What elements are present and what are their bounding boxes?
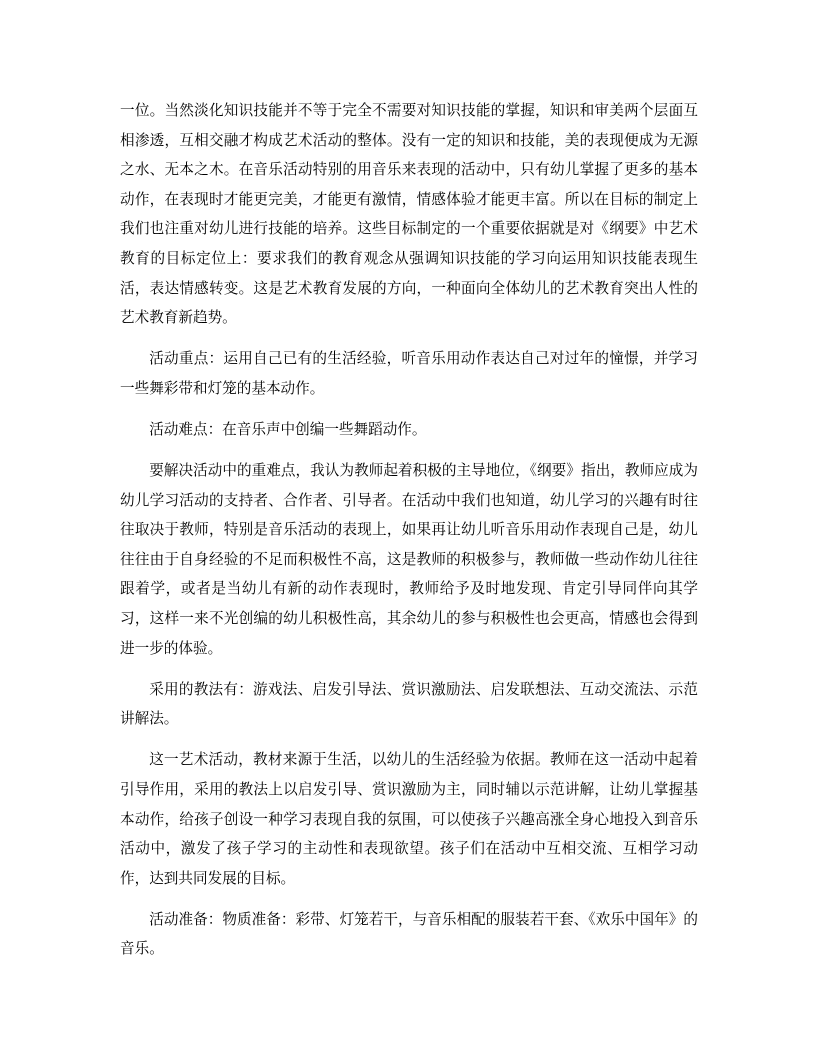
paragraph-activity-materials-source: 这一艺术活动，教材来源于生活，以幼儿的生活经验为依据。教师在这一活动中起着引导作用，采用的教法上以启发引导、赏识激励为主，同时辅以示范讲解，让幼儿掌握基本动作，给孩子创设一种学习表现自我的氛围，可以使孩子兴趣高涨全身心地投入到音乐活动中，激发了孩子学习的主动性和表现欲望。孩子们在活动中互相交流、互相学习动作，达到共同发展的目标。: [120, 751, 698, 887]
paragraph-activity-preparation: 活动准备：物质准备：彩带、灯笼若干，与音乐相配的服装若干套、《欢乐中国年》的音乐。: [120, 910, 698, 958]
paragraph-teaching-methods: 采用的教法有：游戏法、启发引导法、赏识激励法、启发联想法、互动交流法、示范讲解法。: [120, 680, 698, 728]
paragraph-intro-continuation: 一位。当然淡化知识技能并不等于完全不需要对知识技能的掌握，知识和审美两个层面互相渗透，互相交融才构成艺术活动的整体。没有一定的知识和技能，美的表现便成为无源之水、无本之木。在音乐活动特别的用音乐来表现的活动中，只有幼儿掌握了更多的基本动作，在表现时才能更完美，才能更有激情，情感体验才能更丰富。所以在目标的制定上我们也注重对幼儿进行技能的培养。这些目标制定的一个重要依据就是对《纲要》中艺术教育的目标定位上：要求我们的教育观念从强调知识技能的学习向运用知识技能表现生活，表达情感转变。这是艺术教育发展的方向，一种面向全体幼儿的艺术教育突出人性的艺术教育新趋势。: [120, 102, 698, 327]
paragraph-solving-difficulties: 要解决活动中的重难点，我认为教师起着积极的主导地位，《纲要》指出，教师应成为幼儿学习活动的支持者、合作者、引导者。在活动中我们也知道，幼儿学习的兴趣有时往往取决于教师，特别是音乐活动的表现上，如果再让幼儿听音乐用动作表现自己是，幼儿往往由于自身经验的不足而积极性不高，这是教师的积极参与，教师做一些动作幼儿往往跟着学，或者是当幼儿有新的动作表现时，教师给予及时地发现、肯定引导同伴向其学习，这样一来不光创编的幼儿积极性高，其余幼儿的参与积极性也会更高，情感也会得到进一步的体验。: [120, 462, 698, 657]
document-body: [120, 96, 698, 976]
paragraph-activity-focus: 活动重点：运用自己已有的生活经验，听音乐用动作表达自己对过年的憧憬，并学习一些舞彩带和灯笼的基本动作。: [120, 350, 698, 397]
paragraph-activity-difficulty: 活动难点：在音乐声中创编一些舞蹈动作。: [149, 420, 427, 438]
